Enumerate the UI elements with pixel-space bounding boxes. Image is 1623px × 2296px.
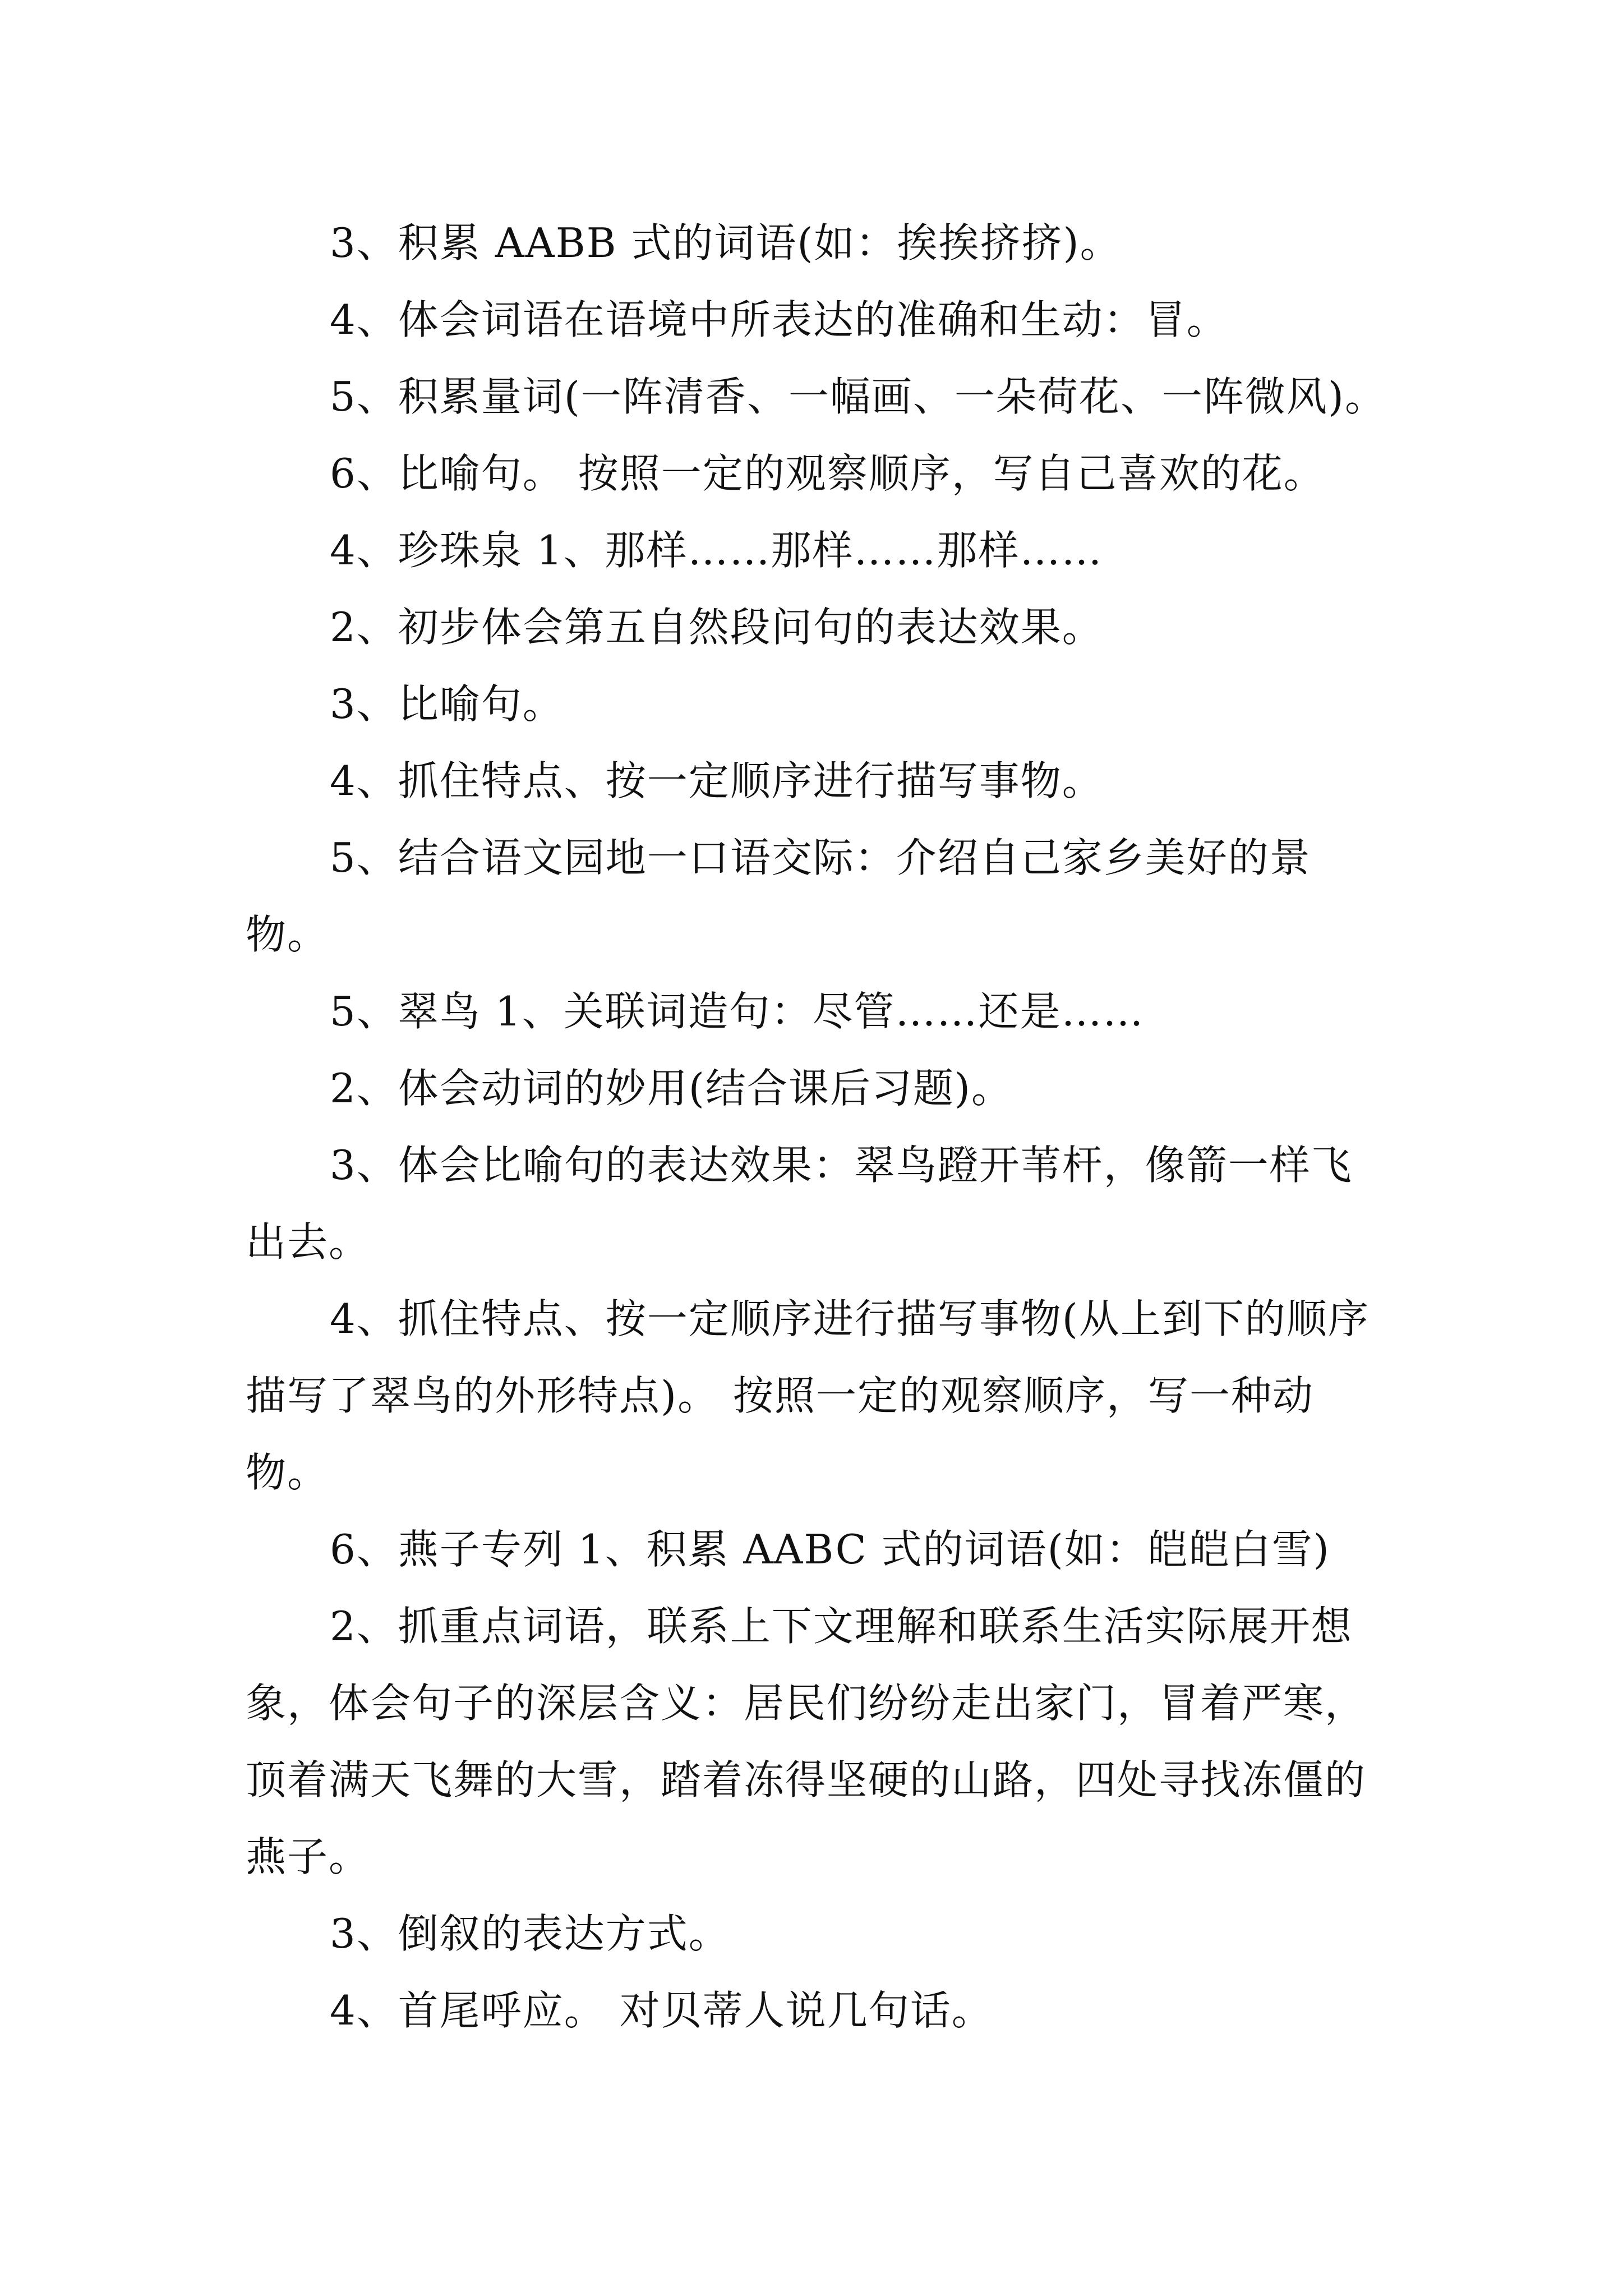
paragraph: 5、积累量词(一阵清香、一幅画、一朵荷花、一阵微风)。	[330, 373, 1386, 420]
paragraph: 5、结合语文园地一口语交际：介绍自己家乡美好的景物。	[246, 834, 1311, 958]
paragraph: 6、燕子专列 1、积累 AABC 式的词语(如：皑皑白雪)	[330, 1526, 1330, 1573]
paragraph: 4、抓住特点、按一定顺序进行描写事物(从上到下的顺序描写了翠鸟的外形特点)。 按照一定的观察顺序，写一种动物。	[246, 1295, 1370, 1496]
paragraph: 3、倒叙的表达方式。	[330, 1910, 730, 1957]
paragraph: 2、体会动词的妙用(结合课后习题)。	[330, 1065, 1013, 1112]
paragraph: 3、积累 AABB 式的词语(如：挨挨挤挤)。	[330, 219, 1122, 266]
paragraph: 3、体会比喻句的表达效果：翠鸟蹬开苇杆，像箭一样飞出去。	[246, 1142, 1353, 1266]
paragraph: 4、首尾呼应。 对贝蒂人说几句话。	[330, 1987, 993, 2034]
paragraph: 5、翠鸟 1、关联词造句：尽管……还是……	[330, 988, 1145, 1035]
paragraph: 4、抓住特点、按一定顺序进行描写事物。	[330, 757, 1104, 804]
paragraph: 4、珍珠泉 1、那样……那样……那样……	[330, 527, 1103, 574]
document-body	[246, 205, 1390, 2049]
paragraph: 6、比喻句。 按照一定的观察顺序，写自己喜欢的花。	[330, 450, 1325, 497]
paragraph: 2、初步体会第五自然段问句的表达效果。	[330, 604, 1104, 651]
paragraph: 2、抓重点词语，联系上下文理解和联系生活实际展开想象，体会句子的深层含义：居民们纷纷走出家门，冒着严寒，顶着满天飞舞的大雪，踏着冻得坚硬的山路，四处寻找冻僵的燕子。	[246, 1603, 1367, 1880]
paragraph: 3、比喻句。	[330, 680, 564, 728]
paragraph: 4、体会词语在语境中所表达的准确和生动：冒。	[330, 296, 1228, 343]
